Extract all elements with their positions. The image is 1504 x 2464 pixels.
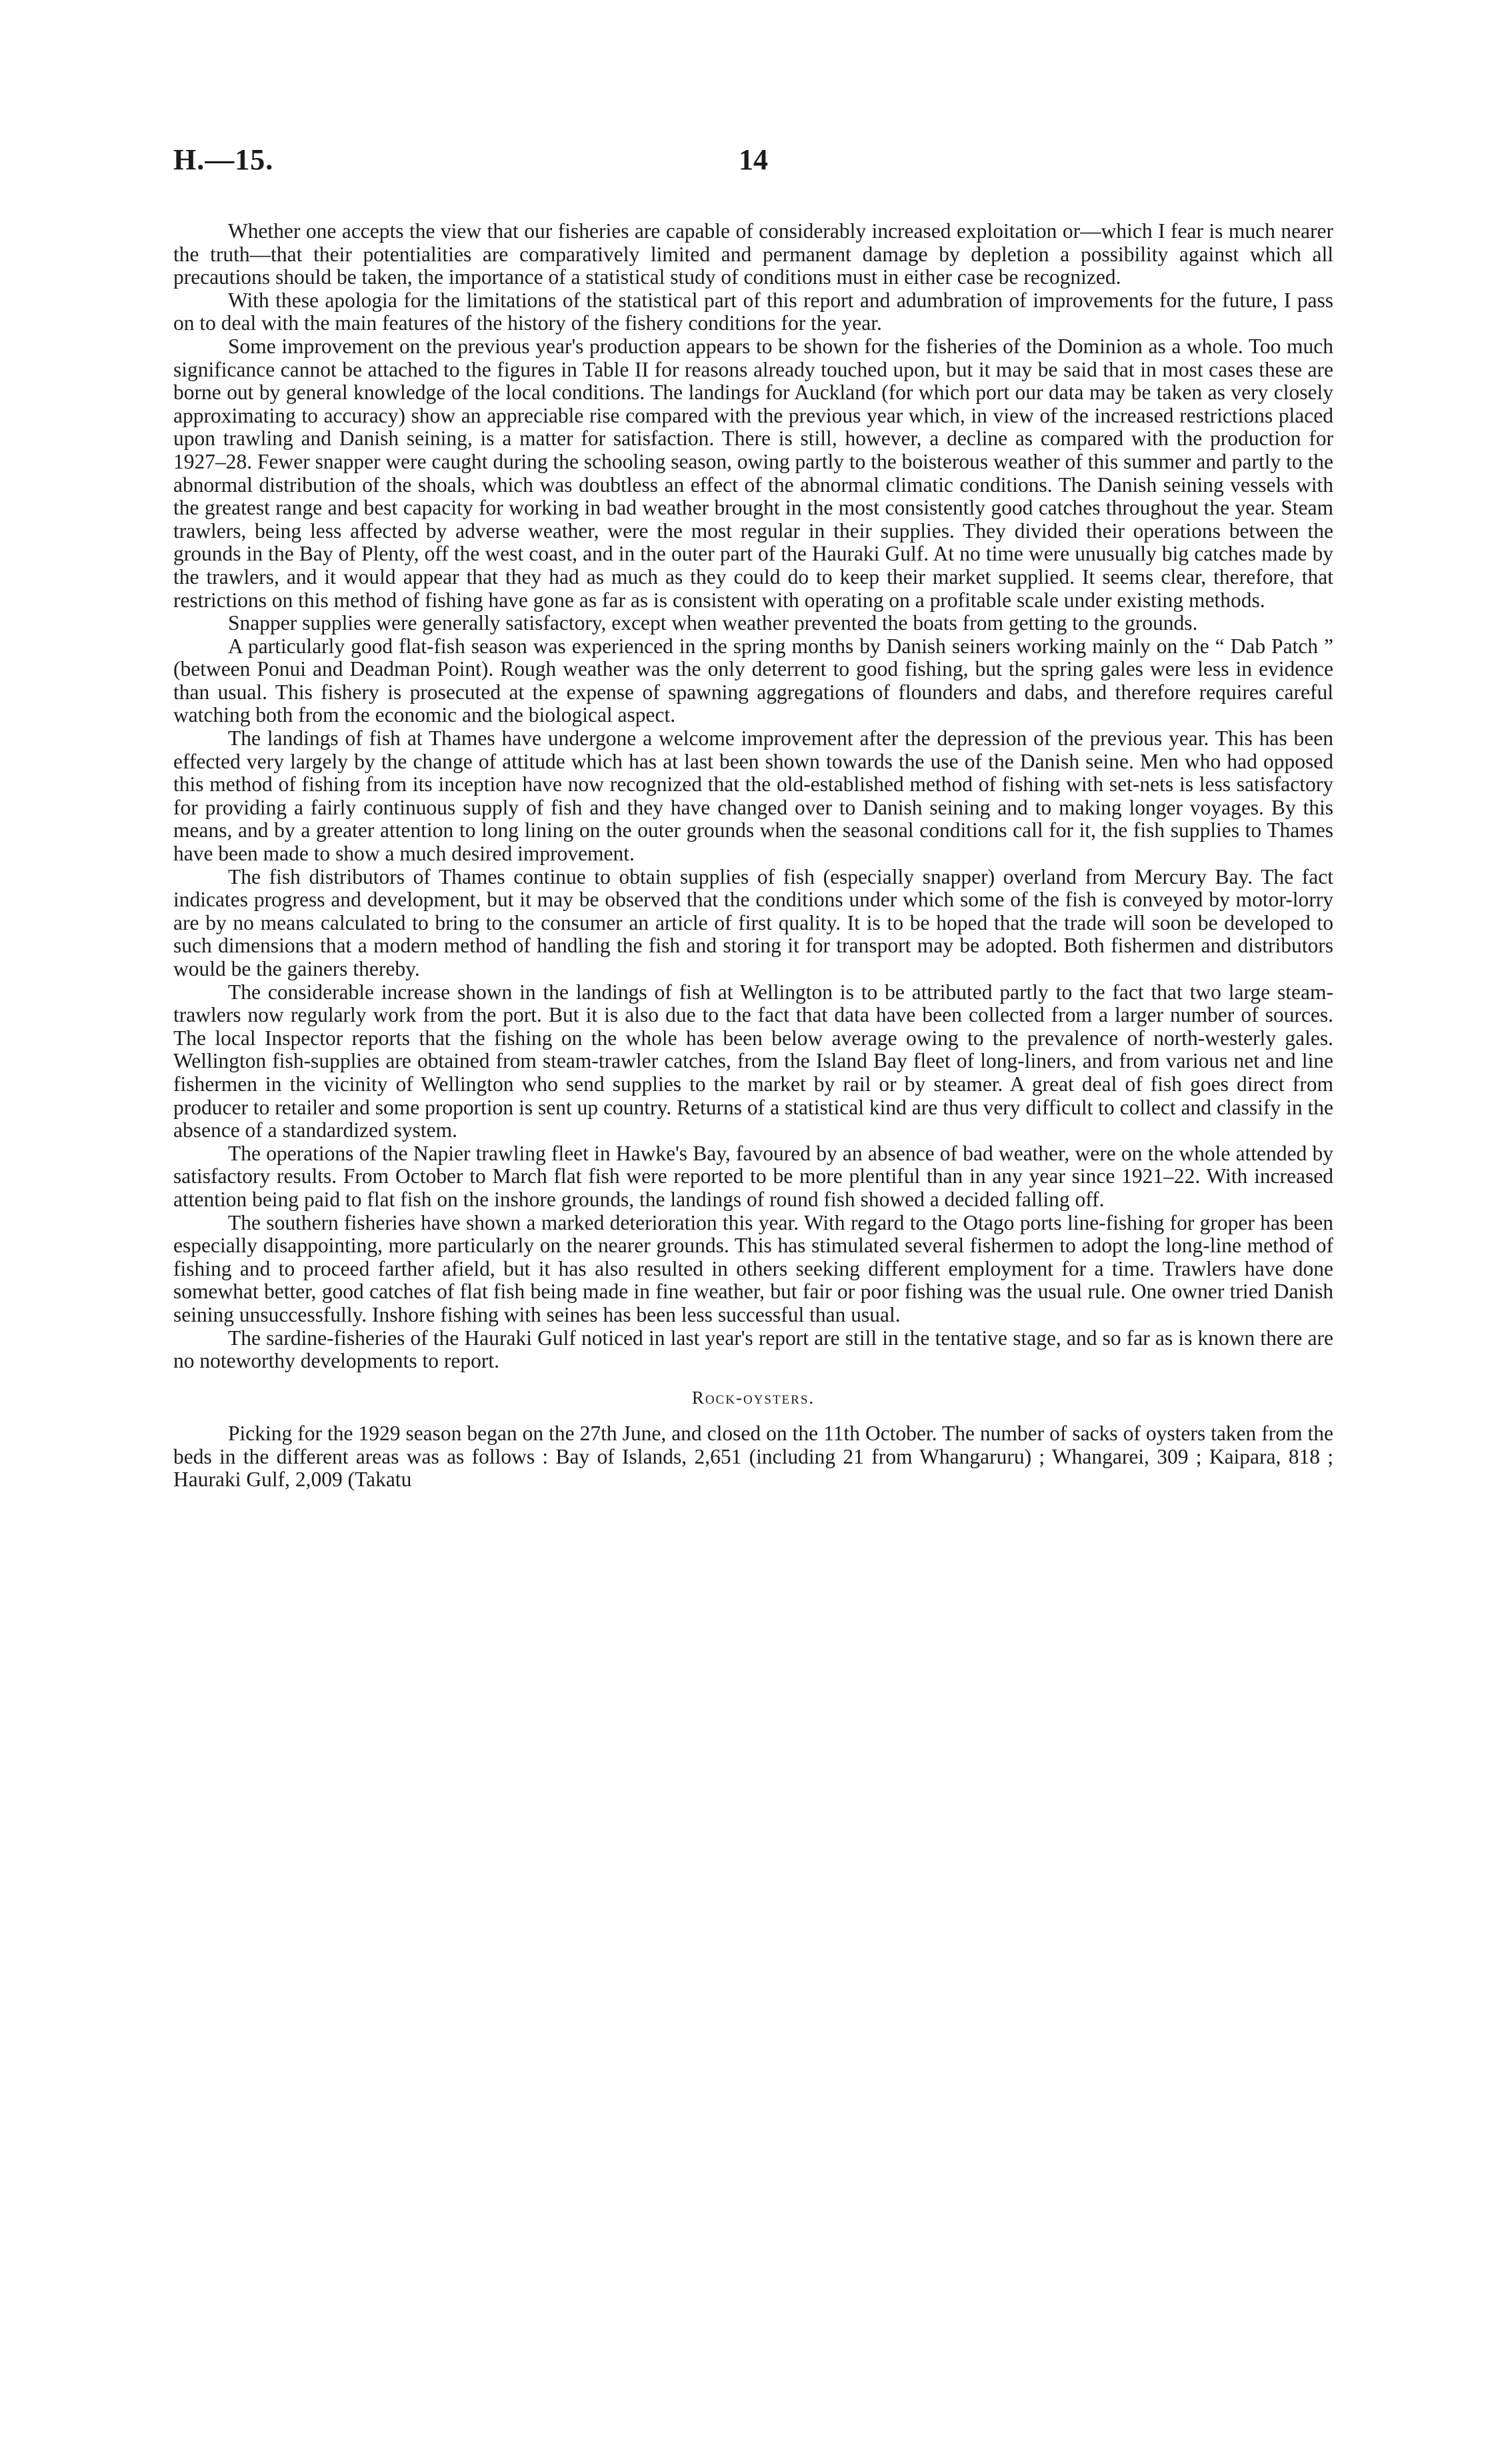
paragraph: With these apologia for the limitations of the statistical part of this report and adumbration of improvements for the future, I pass on to deal with the main features of the history of the fishery conditions for the year.: [173, 288, 1333, 335]
paragraph: The southern fisheries have shown a marked deterioration this year. With regard to the Otago ports line-fishing for groper has been especially disappointing, more particularly on the nearer grounds. This has stimulated several fishermen to adopt the long-line method of fishing and to proceed farther afield, but it has also resulted in others seeking different employment for a time. Trawlers have done somewhat better, good catches of flat fish being made in fine weather, but fair or poor fishing was the usual rule. One owner tried Danish seining unsuccessfully. Inshore fishing with seines has been less successful than usual.: [173, 1210, 1333, 1326]
section-heading: Rock-oysters.: [691, 1387, 815, 1408]
paragraph: The sardine-fisheries of the Hauraki Gulf noticed in last year's report are still in the tentative stage, and so far as is known there are no noteworthy developments to report.: [173, 1326, 1333, 1373]
page-header: [173, 143, 1333, 183]
paragraph: The operations of the Napier trawling fleet in Hawke's Bay, favoured by an absence of bad weather, were on the whole attended by satisfactory results. From October to March flat fish were reported to be more plentiful than in any year since 1921–22. With increased attention being paid to flat fish on the inshore grounds, the landings of round fish showed a decided falling off.: [173, 1141, 1333, 1211]
paragraph: A particularly good flat-fish season was experienced in the spring months by Danish seiners working mainly on the “ Dab Patch ” (between Ponui and Deadman Point). Rough weather was the only deterrent to good fishing, but the spring gales were less in evidence than usual. This fishery is prosecuted at the expense of spawning aggregations of flounders and dabs, and therefore requires careful watching both from the economic and the biological aspect.: [173, 634, 1333, 727]
paragraph: Snapper supplies were generally satisfactory, except when weather prevented the boats from getting to the grounds.: [228, 611, 1198, 635]
paragraph: Whether one accepts the view that our fisheries are capable of considerably increased exploitation or—which I fear is much nearer the truth—that their potentialities are comparatively limited and permanent damage by depletion a possibility against which all precautions should be taken, the importance of a statistical study of conditions must in either case be recognized.: [173, 219, 1333, 289]
paragraph: The considerable increase shown in the landings of fish at Wellington is to be attributed partly to the fact that two large steam-trawlers now regularly work from the port. But it is also due to the fact that data have been collected from a larger number of sources. The local Inspector reports that the fishing on the whole has been below average owing to the prevalence of north-westerly gales. Wellington fish-supplies are obtained from steam-trawler catches, from the Island Bay fleet of long-liners, and from various net and line fishermen in the vicinity of Wellington who send supplies to the market by rail or by steamer. A great deal of fish goes direct from producer to retailer and some proportion is sent up country. Returns of a statistical kind are thus very difficult to collect and classify in the absence of a standardized system.: [173, 980, 1333, 1142]
page-number: 14: [739, 143, 768, 176]
body-text: [173, 220, 1333, 1492]
paragraph: The landings of fish at Thames have undergone a welcome improvement after the depression of the previous year. This has been effected very largely by the change of attitude which has at last been shown towards the use of the Danish seine. Men who had opposed this method of fishing from its inception have now recognized that the old-established method of fishing with set-nets is less satisfactory for providing a fairly continuous supply of fish and they have changed over to Danish seining and to making longer voyages. By this means, and by a greater attention to long lining on the outer grounds when the seasonal conditions call for it, the fish supplies to Thames have been made to show a much desired improvement.: [173, 726, 1333, 866]
paragraph: The fish distributors of Thames continue to obtain supplies of fish (especially snapper) overland from Mercury Bay. The fact indicates progress and development, but it may be observed that the conditions under which some of the fish is conveyed by motor-lorry are by no means calculated to bring to the consumer an article of first quality. It is to be hoped that the trade will soon be developed to such dimensions that a modern method of handling the fish and storing it for transport may be adopted. Both fishermen and distributors would be the gainers thereby.: [173, 864, 1333, 980]
paragraph: Picking for the 1929 season began on the 27th June, and closed on the 11th October. The number of sacks of oysters taken from the beds in the different areas was as follows : Bay of Islands, 2,651 (including 21 from Whangaruru) ; Whangarei, 309 ; Kaipara, 818 ; Hauraki Gulf, 2,009 (Takatu: [173, 1422, 1333, 1492]
paragraph: Some improvement on the previous year's production appears to be shown for the fisheries of the Dominion as a whole. Too much significance cannot be attached to the figures in Table II for reasons already touched upon, but it may be said that in most cases these are borne out by general knowledge of the local conditions. The landings for Auckland (for which port our data may be taken as very closely approximating to accuracy) show an appreciable rise compared with the previous year which, in view of the increased restrictions placed upon trawling and Danish seining, is a matter for satisfaction. There is still, however, a decline as compared with the production for 1927–28. Fewer snapper were caught during the schooling season, owing partly to the boisterous weather of this summer and partly to the abnormal distribution of the shoals, which was doubtless an effect of the abnormal climatic conditions. The Danish seining vessels with the greatest range and best capacity for working in bad weather brought in the most consistently good catches throughout the year. Steam trawlers, being less affected by adverse weather, were the most regular in their supplies. They divided their operations between the grounds in the Bay of Plenty, off the west coast, and in the outer part of the Hauraki Gulf. At no time were unusually big catches made by the trawlers, and it would appear that they had as much as they could do to keep their market supplied. It seems clear, therefore, that restrictions on this method of fishing have gone as far as is consistent with operating on a profitable scale under existing methods.: [173, 334, 1333, 612]
document-reference: H.—15.: [173, 143, 274, 176]
